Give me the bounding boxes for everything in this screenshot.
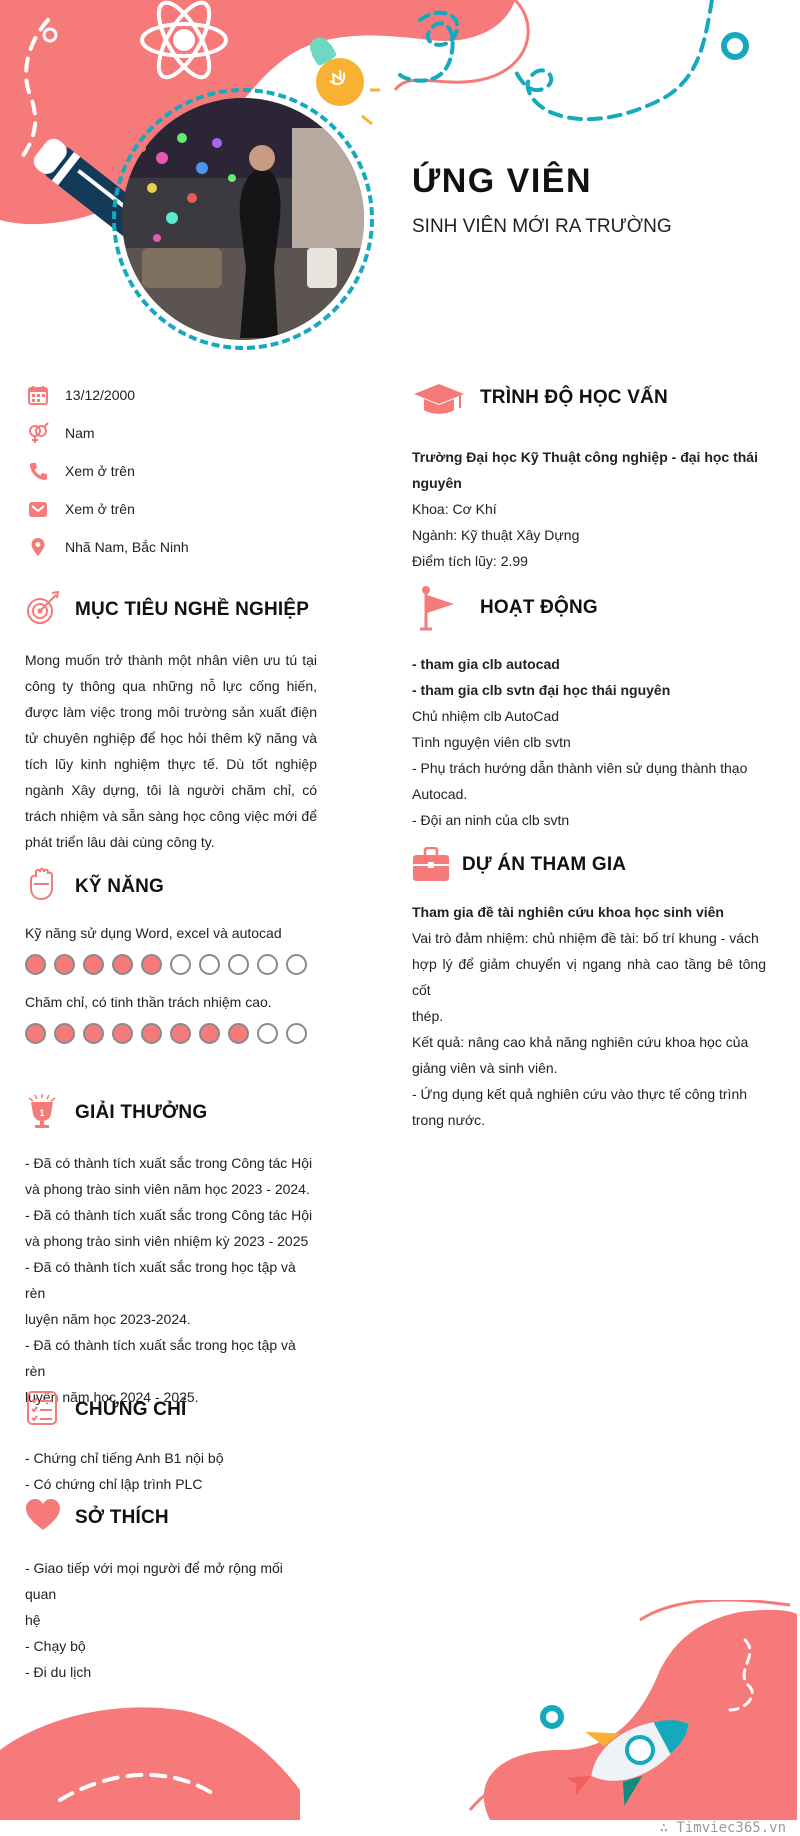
contact-phone-text: Xem ở trên — [65, 463, 135, 479]
objective-header — [25, 585, 317, 635]
skill-dot-filled — [141, 954, 162, 975]
award-line: - Đã có thành tích xuất sắc trong học tập và rèn — [25, 1337, 296, 1379]
hobby-line: hệ — [25, 1612, 41, 1628]
contact-phone — [25, 456, 317, 494]
awards-header — [25, 1088, 317, 1138]
projects-title: DỰ ÁN THAM GIA — [462, 854, 627, 875]
profile-photo — [122, 98, 364, 340]
projects-text — [412, 899, 766, 1133]
activity-line: Tình nguyện viên clb svtn — [412, 734, 571, 750]
skill-dot-empty — [170, 954, 191, 975]
skill-dot-empty — [228, 954, 249, 975]
skill-rating — [25, 954, 317, 975]
skill-dot-filled — [25, 1023, 46, 1044]
hobby-line: - Chạy bộ — [25, 1638, 86, 1654]
contact-gender — [25, 418, 317, 456]
skill-dot-filled — [112, 954, 133, 975]
contact-address — [25, 532, 317, 570]
education-school: Trường Đại học Kỹ Thuật công nghiệp - đại học thái — [412, 449, 758, 465]
awards-title: GIẢI THƯỞNG — [75, 1102, 208, 1123]
award-line: luyện năm học 2023-2024. — [25, 1311, 191, 1327]
email-icon — [27, 498, 49, 520]
skills-list — [25, 920, 317, 1044]
profile-photo-frame — [112, 88, 374, 350]
watermark-logo: ∴ Timviec365.vn — [659, 1820, 786, 1836]
award-line: và phong trào sinh viên nhiệm kỳ 2023 - 2025 — [25, 1233, 309, 1249]
contact-address-text: Nhã Nam, Bắc Ninh — [65, 539, 189, 555]
education-major: Ngành: Kỹ thuật Xây Dựng — [412, 527, 580, 543]
projects-header — [412, 847, 766, 897]
project-line: hợp lý để giảm chuyển vị ngang nhà cao tầng bê tông cốt — [412, 956, 766, 998]
award-line: và phong trào sinh viên năm học 2023 - 2024. — [25, 1181, 310, 1197]
education-title: TRÌNH ĐỘ HỌC VẤN — [480, 387, 668, 408]
project-name: Tham gia đề tài nghiên cứu khoa học sinh viên — [412, 904, 724, 920]
contact-email-text: Xem ở trên — [65, 501, 135, 517]
objective-section — [25, 585, 317, 855]
hobby-line: - Đi du lịch — [25, 1664, 92, 1680]
education-section — [412, 380, 766, 574]
certificate-line: - Có chứng chỉ lập trình PLC — [25, 1476, 203, 1492]
candidate-name: ỨNG VIÊN — [412, 162, 593, 200]
projects-section — [412, 847, 766, 1133]
target-icon — [25, 589, 61, 627]
activity-line: Chủ nhiệm clb AutoCad — [412, 708, 560, 724]
activities-header — [412, 585, 766, 643]
activities-section — [412, 585, 766, 833]
awards-section — [25, 1088, 317, 1410]
certificates-header — [25, 1385, 317, 1435]
skill-dot-filled — [54, 954, 75, 975]
education-gpa: Điểm tích lũy: 2.99 — [412, 553, 528, 569]
left-column — [25, 380, 317, 1680]
certificate-line: - Chứng chỉ tiếng Anh B1 nội bộ — [25, 1450, 224, 1466]
skills-section — [25, 862, 317, 1050]
skill-name: Kỹ năng sử dụng Word, excel và autocad — [25, 925, 282, 941]
phone-icon — [27, 460, 49, 482]
skill-name: Chăm chỉ, có tinh thần trách nhiệm cao. — [25, 994, 272, 1010]
skill-dot-empty — [257, 1023, 278, 1044]
skills-title: KỸ NĂNG — [75, 876, 165, 897]
contact-gender-text: Nam — [65, 425, 95, 441]
candidate-position: SINH VIÊN MỚI RA TRƯỜNG — [412, 216, 672, 237]
skill-dot-empty — [199, 954, 220, 975]
hobbies-title: SỞ THÍCH — [75, 1507, 169, 1528]
skill-dot-filled — [54, 1023, 75, 1044]
activity-line: - tham gia clb svtn đại học thái nguyên — [412, 682, 671, 698]
graduation-cap-icon — [412, 380, 466, 420]
certificates-title: CHỨNG CHỈ — [75, 1399, 187, 1420]
skills-header — [25, 862, 317, 912]
certificates-section — [25, 1385, 317, 1497]
project-line: thép. — [412, 1008, 444, 1024]
location-pin-icon — [27, 536, 49, 558]
education-school-cont: nguyên — [412, 475, 462, 491]
award-line: - Đã có thành tích xuất sắc trong Công tác Hội — [25, 1155, 313, 1171]
education-text — [412, 444, 766, 574]
skill-dot-filled — [199, 1023, 220, 1044]
skill-dot-filled — [83, 954, 104, 975]
certificates-text — [25, 1445, 317, 1497]
education-faculty: Khoa: Cơ Khí — [412, 501, 497, 517]
svg-text:1: 1 — [39, 1108, 45, 1118]
skill-dot-filled — [83, 1023, 104, 1044]
activities-text — [412, 651, 766, 833]
project-line: Vai trò đảm nhiệm: chủ nhiệm đề tài: bố trí khung - vách — [412, 930, 759, 946]
skill-dot-empty — [286, 954, 307, 975]
skill-dot-filled — [228, 1023, 249, 1044]
project-line: giảng viên và sinh viên. — [412, 1060, 558, 1076]
skill-dot-filled — [112, 1023, 133, 1044]
gender-icon — [27, 422, 49, 444]
project-line: - Ứng dụng kết quả nghiên cứu vào thực tế công trình — [412, 1086, 748, 1102]
skill-dot-empty — [286, 1023, 307, 1044]
skill-dot-empty — [257, 954, 278, 975]
activity-line: Autocad. — [412, 786, 468, 802]
award-line: - Đã có thành tích xuất sắc trong học tập và rèn — [25, 1259, 296, 1301]
hobby-line: - Giao tiếp với mọi người để mở rộng mối quan — [25, 1560, 283, 1602]
raised-fist-icon — [25, 866, 61, 904]
trophy-icon — [25, 1092, 61, 1130]
activity-line: - Phụ trách hướng dẫn thành viên sử dụng thành thạo — [412, 760, 748, 776]
award-line: - Đã có thành tích xuất sắc trong Công tác Hội — [25, 1207, 313, 1223]
award-line: luyện năm học 2024 - 2025. — [25, 1389, 199, 1405]
activities-title: HOẠT ĐỘNG — [480, 597, 598, 618]
education-header — [412, 380, 766, 440]
footer-decoration — [0, 1600, 797, 1820]
contact-email — [25, 494, 317, 532]
skill-dot-filled — [25, 954, 46, 975]
skill-rating — [25, 1023, 317, 1044]
contact-dob — [25, 380, 317, 418]
project-line: trong nước. — [412, 1112, 486, 1128]
skill-dot-filled — [141, 1023, 162, 1044]
heart-icon — [25, 1497, 61, 1535]
calendar-icon — [27, 384, 49, 406]
checklist-icon — [25, 1389, 61, 1427]
objective-title: MỤC TIÊU NGHỀ NGHIỆP — [75, 599, 310, 620]
hobbies-header — [25, 1493, 317, 1543]
briefcase-icon — [412, 847, 450, 883]
contact-list — [25, 380, 317, 570]
objective-text: Mong muốn trở thành một nhân viên ưu tú tại công ty thông qua những nỗ lực cống hiến, được làm việc trong môi trường sản xuất điện tử chuyên nghiệp để học hỏi thêm kỹ năng và tích lũy kinh nghiệm thực tế. Dù tốt nghiệp ngành Xây dựng, tôi là người chăm chỉ, có trách nhiệm và sẵn sàng học công việc mới để phát triển lâu dài cùng công ty. — [25, 652, 317, 850]
flag-icon — [412, 585, 456, 633]
awards-text — [25, 1150, 317, 1410]
skill-dot-filled — [170, 1023, 191, 1044]
activity-line: - tham gia clb autocad — [412, 656, 560, 672]
activity-line: - Đội an ninh của clb svtn — [412, 812, 570, 828]
contact-dob-text: 13/12/2000 — [65, 387, 136, 403]
project-line: Kết quả: nâng cao khả năng nghiên cứu khoa học của — [412, 1034, 749, 1050]
